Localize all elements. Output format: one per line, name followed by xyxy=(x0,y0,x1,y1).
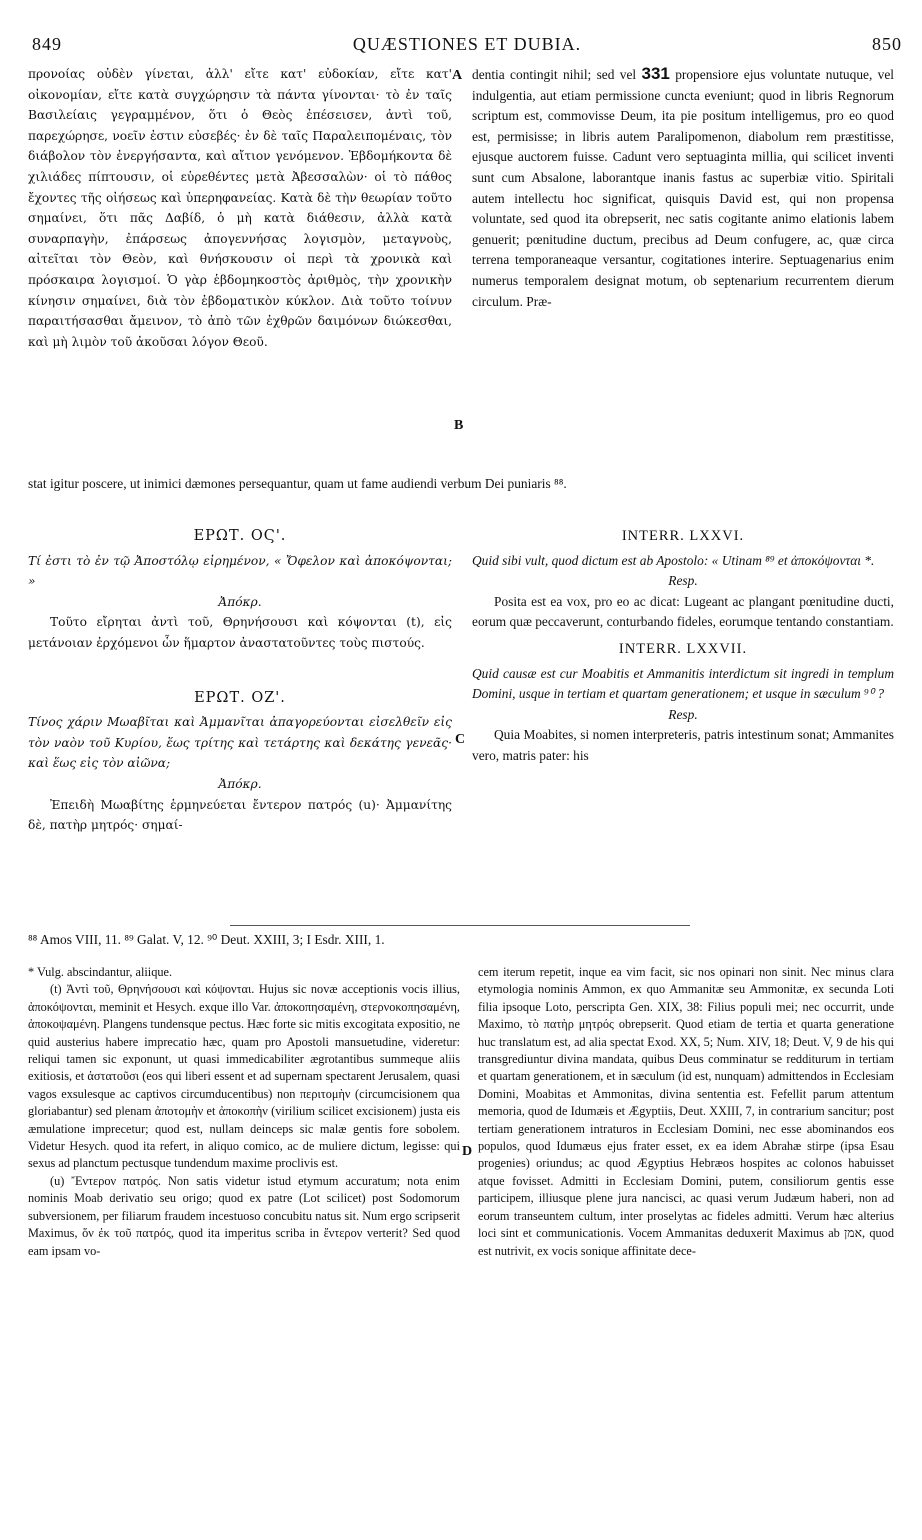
greek-question-76: Τί ἐστι τὸ ἐν τῷ Ἀποστόλῳ εἰρημένον, « Ὄφελον καὶ ἀποκόψονται; » xyxy=(28,553,452,589)
latin-continuation: propensiore ejus voluntate nutuque, vel indulgentia, aut etiam permissione cuncta eveniunt; quod in libris Regnorum scriptum est, commovisse Deum, ita pie positum intelligemus, pro eo quod est, permisisse; in libris autem Paralipomenon, diabolum rem præstitisse, ejusque auctorem fuisse. Cadunt vero septuaginta millia, qui scilicet inventi sunt cum Absalone, laborantque inanis fastus ac superbiæ vitio. Spiritali autem intellectu hoc significat, quisquis David est, qui non propensa voluntate, sed quod ita obrepserit, nec satis cogitante animo elationis labem genuerit; pœnitudine ductum, precibus ad Deum confugere, ac, quæ circa terrena temporaneaque versantur, cogitationes interire. Septuagenarius enim numerus temporalem designat motum, ob septenarium recurrentem dierum circulum. Præ- xyxy=(472,67,894,309)
latin-answer-76: Posita est ea vox, pro eo ac dicat: Lugeant ac plangant pœnitudine ducti, eorum quæ peccaverunt, conturbando fideles, eorumque tentando constantiam. xyxy=(472,593,894,630)
latin-spanning-text: stat igitur poscere, ut inimici dæmones persequantur, quam ut fame audiendi verbum Dei puniaris ⁸⁸. xyxy=(28,476,567,491)
note-t: (t) Ἀντὶ τοῦ, Θρηνήσουσι καὶ κόψονται. Hujus sic novæ acceptionis vocis illius, ἀποκόψονται, meminit et Hesych. exque illo Var. ἀποκοπησαμένη, στερνοκοπησαμένη, ἀποκοψαμένη. Plangens tundensque pectus. Hæc forte sic mitis excogitata expositio, ne quid austerius habere imprecatio hæc, quam pro Apostoli mansuetudine, videretur: reliqui tamen sic exponunt, ut quasi immedicabiliter ægrotantibus summeque aliis exitiosis, et ἀστατοῦσι (eos qui liberi essent et ad supernam spectarent Jerusalem, quasi vagos exsulesque ac captivos circumducentibus) non περιτομὴν (circumcisionem qua gloriabantur) sed plenam ἀποτομὴν et ἀποκοπὴν (virilium scilicet excisionem) justa eis æmulatione imprecetur; quod est, nullam deinceps sic malæ gentis fore sobolem. Videtur Hesych. quod ita refert, in aliquo comico, ac de muliere dictum, legisse: qui sexus ad planctum pectusque tundendum maxime proclivis est. xyxy=(28,982,460,1171)
column-number: 331 xyxy=(641,64,670,83)
greek-response-76-label: Ἀπόκρ. xyxy=(218,594,262,609)
greek-column-questions xyxy=(28,522,452,836)
latin-question-76: Quid sibi vult, quod dictum est ab Apostolo: « Utinam ⁸⁹ et ἀποκόψονται *. xyxy=(472,552,875,568)
margin-letter-b: B xyxy=(454,418,464,433)
margin-letter-d: D xyxy=(462,1144,473,1159)
notes-right-column xyxy=(478,964,894,1260)
latin-response-76-label: Resp. xyxy=(668,573,698,589)
margin-letter-c: C xyxy=(455,732,466,747)
latin-paragraph xyxy=(472,64,894,312)
greek-text-top xyxy=(28,64,452,352)
latin-question-77: Quid causæ est cur Moabitis et Ammanitis interdictum sit ingredi in templum Domini, usque in tertiam et quartam generationem; et usque in sæculum ⁹⁰ ? xyxy=(472,665,894,702)
margin-letter-a: A xyxy=(452,68,463,83)
running-head xyxy=(32,34,902,58)
note-vulgate: * Vulg. abscindantur, aliique. xyxy=(28,965,173,979)
notes-left-column xyxy=(28,964,460,1260)
latin-text-top xyxy=(472,64,894,312)
latin-column-questions xyxy=(472,522,894,767)
note-u: (u) Ἔντερον πατρός. Non satis videtur istud etymum accuratum; nota enim nominis Moab derivatio seu origo; quod ex patre (Lot scilicet) post Sodomorum subversionem, per filiarum fraudem incestuoso concubitu natus sit. Num ergo scripserit Maximus, ὅν ἐκ τοῦ πατρός, quod ita imperitus scriba in ἔντερον verterit? Sed quod eam ipsam vo- xyxy=(28,1173,460,1258)
running-title: QUÆSTIONES ET DUBIA. xyxy=(352,34,582,54)
scripture-references: ⁸⁸ Amos VIII, 11. ⁸⁹ Galat. V, 12. ⁹⁰ Deut. XXIII, 3; I Esdr. XIII, 1. xyxy=(28,932,385,947)
greek-paragraph: προνοίας οὐδὲν γίνεται, ἀλλ' εἴτε κατ' εὐδοκίαν, εἴτε κατ' οἰκονομίαν, εἴτε κατὰ συγχώρησιν τὰ πάντα γίνονται· τὸ ἐν ταῖς Βασιλείαις γεγραμμένον, ὅτι ὁ Θεὸς ἐπέσεισεν, ἀντὶ τοῦ, παρεχώρησε, νοεῖν ἐστιν εὐσεβές· ἐν δὲ ταῖς Παραλειπομέναις, τὸν διάβολον τὸν ἐνεργήσαντα, καὶ αἴτιον γενόμενον. Ἑβδομήκοντα δὲ χιλιάδες πίπτουσιν, οἱ εὑρεθέντες μετὰ Ἀβεσσαλὼν· οἱ τὸ πάθος ἔχοντες τῆς οἰήσεως καὶ ὑπερηφανείας. Κατὰ δὲ τὴν θεωρίαν τοῦτο σημαίνει, ὅτι πᾶς Δαβίδ, ὁ μὴ κατὰ διάθεσιν, ἀλλὰ κατὰ συναρπαγὴν, ἐπάρσεως ἀπογεννήσας λογισμὸν, μεταγνοὺς, αἰτεῖται τὸν Θεὸν, καὶ θνήσκουσιν οἱ περὶ τὰ χρονικὰ καὶ πρόσκαιρα λογισμοί. Ὁ γὰρ ἑβδομηκοστὸς ἀριθμὸς, τὴν χρονικὴν κίνησιν σημαίνει, διὰ τὸν ἑβδοματικὸν κύκλον. Διὰ τοῦτο τοίνυν παραιτήσασθαι ἄμεινον, τὸ ἀπὸ τῶν ἐχθρῶν δαιμόνων διώκεσθαι, καὶ μὴ λιμὸν τοῦ ἀκοῦσαι λόγον Θεοῦ. xyxy=(28,67,452,349)
greek-question-77: Τίνος χάριν Μωαβῖται καὶ Ἀμμανῖται ἀπαγορεύονται εἰσελθεῖν εἰς τὸν ναὸν τοῦ Κυρίου, ἕως τρίτης καὶ τετάρτης καὶ δεκάτης γενεᾶς· καὶ ἕως εἰς τὸν αἰῶνα; xyxy=(28,715,452,771)
latin-opening: dentia contingit nihil; sed vel xyxy=(472,67,637,82)
greek-answer-76: Τοῦτο εἴρηται ἀντὶ τοῦ, Θρηνήσουσι καὶ κόψονται (t), εἰς μετάνοιαν ἐρχόμενοι ὧν ἥμαρτον ἀναστατοῦντες τοὺς πιστούς. xyxy=(28,615,452,650)
greek-response-77-label: Ἀπόκρ. xyxy=(218,776,262,791)
greek-answer-77: Ἐπειδὴ Μωαβίτης ἑρμηνεύεται ἔντερον πατρός (u)· Ἀμμανίτης δὲ, πατὴρ μητρός· σημαί- xyxy=(28,797,452,833)
note-continuation: cem iterum repetit, inque ea vim facit, sic nos opinari non sinit. Nec minus clara etymologia nominis Ammon, ex quo Ammanitæ seu Ammonitæ, ex secunda Loti filia ipsoque Loto, perscripta Gen. XIX, 38: Filius populi mei; nec occurrit, unde Maximo, τὸ πατὴρ μητρός obrepserit. Quod etiam de tertia et quarta generatione huc translatum est, ad alia spectat Exod. XX, 5; Num. XIV, 18; Deut. V, 9 de his qui transgrediuntur divina mandata, quibus Deus comminatur se redditurum in tertiam et quartam generationem, et in sæculum (id est, nunquam) admittendos in Ecclesiam Domini, Moabitas et Ammonitas, divina sententia est. Fefellit parum attentum memoria, quod de Idumæis et Ægyptiis, Deut. XXIII, 7, in contrarium sancitur; post tertiam generationem intraturos in Ecclesiam Domini, nec esse abominandos eos populos, quod Idumæus ejus frater esset, ex ea idem Abrahæ stirpe (ipsa Esau progenies) oriundus; ac quod Ægyptius Hebræos hospites ac colonos habuisset atque fovisset. Admitti in Ecclesiam Domini, putem, consiliorum gentis esse participem, illiusque plene jura nancisci, ac quasi verum Judæum haberi, non ad eorum transeuntem cultum, inter proselytas ac fideles admitti. Verum hæc alterius loci sint et communicationis. Vocem Ammanitas deduxerit Maximus ab אמן, quod est nutrivit, ex vocis sonique affinitate dece- xyxy=(478,965,894,1258)
footnote-divider xyxy=(230,925,690,926)
left-page-number: 849 xyxy=(32,34,62,54)
latin-answer-77: Quia Moabites, si nomen interpreteris, patris intestinum sonat; Ammanites vero, matris pater: his xyxy=(472,727,894,763)
greek-question-76-title: ΕΡΩΤ. ΟϚ'. xyxy=(193,528,287,544)
right-page-number: 850 xyxy=(872,34,902,54)
latin-response-77-label: Resp. xyxy=(668,706,698,722)
greek-question-77-title: ΕΡΩΤ. ΟΖ'. xyxy=(194,689,286,706)
latin-question-77-title: INTERR. LXXVII. xyxy=(618,640,748,657)
latin-question-76-title: INTERR. LXXVI. xyxy=(621,528,745,544)
latin-spanning-line xyxy=(28,474,894,495)
